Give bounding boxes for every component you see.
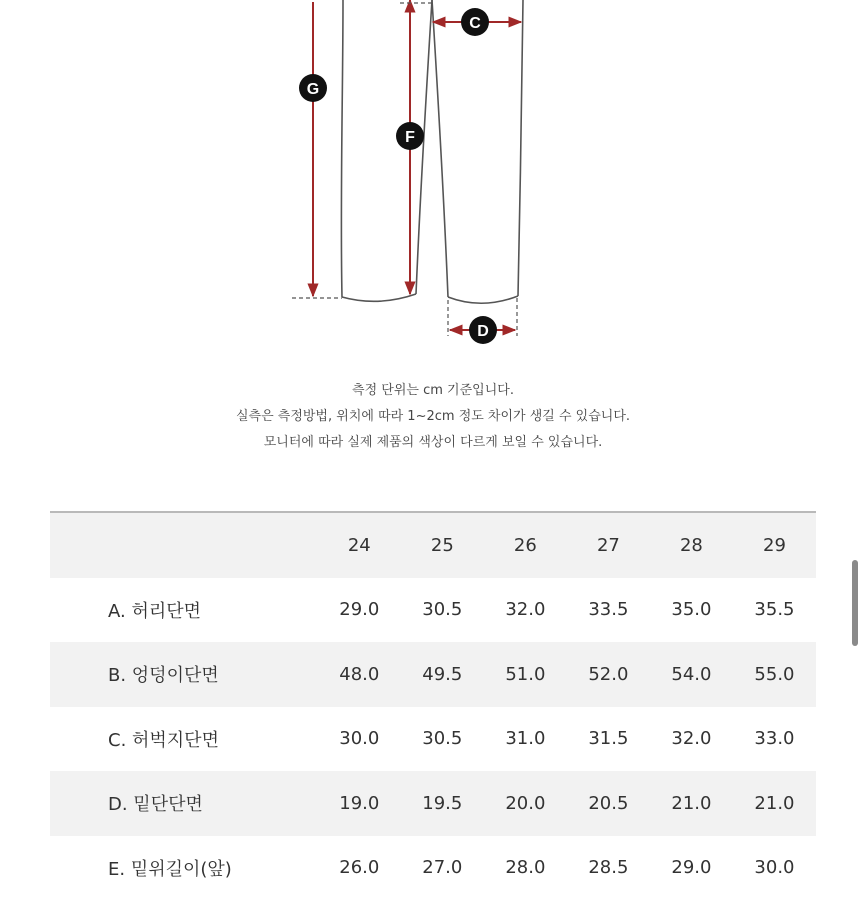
cell-value: 55.0 — [733, 642, 816, 707]
cell-value: 21.0 — [733, 771, 816, 836]
cell-value: 20.5 — [567, 771, 650, 836]
cell-value: 30.0 — [733, 836, 816, 900]
cell-value: 30.5 — [401, 707, 484, 772]
measurement-notes — [0, 378, 866, 456]
row-label: A. 허리단면 — [50, 578, 318, 643]
size-header-28: 28 — [650, 512, 733, 578]
note-tolerance: 실측은 측정방법, 위치에 따라 1~2cm 정도 차이가 생길 수 있습니다. — [0, 404, 866, 430]
measure-c-thigh — [433, 8, 521, 36]
badge-g-label: G — [307, 81, 319, 98]
size-table — [50, 511, 816, 900]
cell-value: 51.0 — [484, 642, 567, 707]
cell-value: 27.0 — [401, 836, 484, 900]
size-header-26: 26 — [484, 512, 567, 578]
cell-value: 29.0 — [318, 578, 401, 643]
cell-value: 33.0 — [733, 707, 816, 772]
cell-value: 35.0 — [650, 578, 733, 643]
row-label: C. 허벅지단면 — [50, 707, 318, 772]
pants-outline — [341, 0, 523, 303]
size-header-corner — [50, 512, 318, 578]
cell-value: 30.0 — [318, 707, 401, 772]
cell-value: 19.0 — [318, 771, 401, 836]
cell-value: 33.5 — [567, 578, 650, 643]
cell-value: 48.0 — [318, 642, 401, 707]
scrollbar-thumb[interactable] — [852, 560, 858, 646]
cell-value: 52.0 — [567, 642, 650, 707]
table-row — [50, 578, 816, 643]
cell-value: 31.5 — [567, 707, 650, 772]
note-color: 모니터에 따라 실제 제품의 색상이 다르게 보일 수 있습니다. — [0, 430, 866, 456]
measure-d-hem — [448, 298, 517, 344]
cell-value: 49.5 — [401, 642, 484, 707]
cell-value: 32.0 — [650, 707, 733, 772]
table-row — [50, 642, 816, 707]
cell-value: 21.0 — [650, 771, 733, 836]
cell-value: 28.0 — [484, 836, 567, 900]
cell-value: 28.5 — [567, 836, 650, 900]
table-row — [50, 707, 816, 772]
size-header-29: 29 — [733, 512, 816, 578]
cell-value: 19.5 — [401, 771, 484, 836]
measure-f-inseam — [396, 0, 432, 294]
badge-c-label: C — [469, 15, 481, 32]
table-row — [50, 836, 816, 900]
cell-value: 54.0 — [650, 642, 733, 707]
pants-measurement-diagram — [0, 0, 866, 360]
row-label: D. 밑단단면 — [50, 771, 318, 836]
cell-value: 32.0 — [484, 578, 567, 643]
cell-value: 30.5 — [401, 578, 484, 643]
size-header-27: 27 — [567, 512, 650, 578]
table-row — [50, 771, 816, 836]
size-header-25: 25 — [401, 512, 484, 578]
measure-g-length — [292, 2, 342, 298]
cell-value: 31.0 — [484, 707, 567, 772]
scrollbar[interactable] — [852, 0, 864, 866]
cell-value: 29.0 — [650, 836, 733, 900]
badge-f-label: F — [405, 129, 415, 146]
cell-value: 35.5 — [733, 578, 816, 643]
row-label: E. 밑위길이(앞) — [50, 836, 318, 900]
row-label: B. 엉덩이단면 — [50, 642, 318, 707]
note-unit: 측정 단위는 cm 기준입니다. — [0, 378, 866, 404]
cell-value: 26.0 — [318, 836, 401, 900]
badge-d-label: D — [477, 323, 489, 340]
size-header-24: 24 — [318, 512, 401, 578]
size-header-row — [50, 512, 816, 578]
cell-value: 20.0 — [484, 771, 567, 836]
